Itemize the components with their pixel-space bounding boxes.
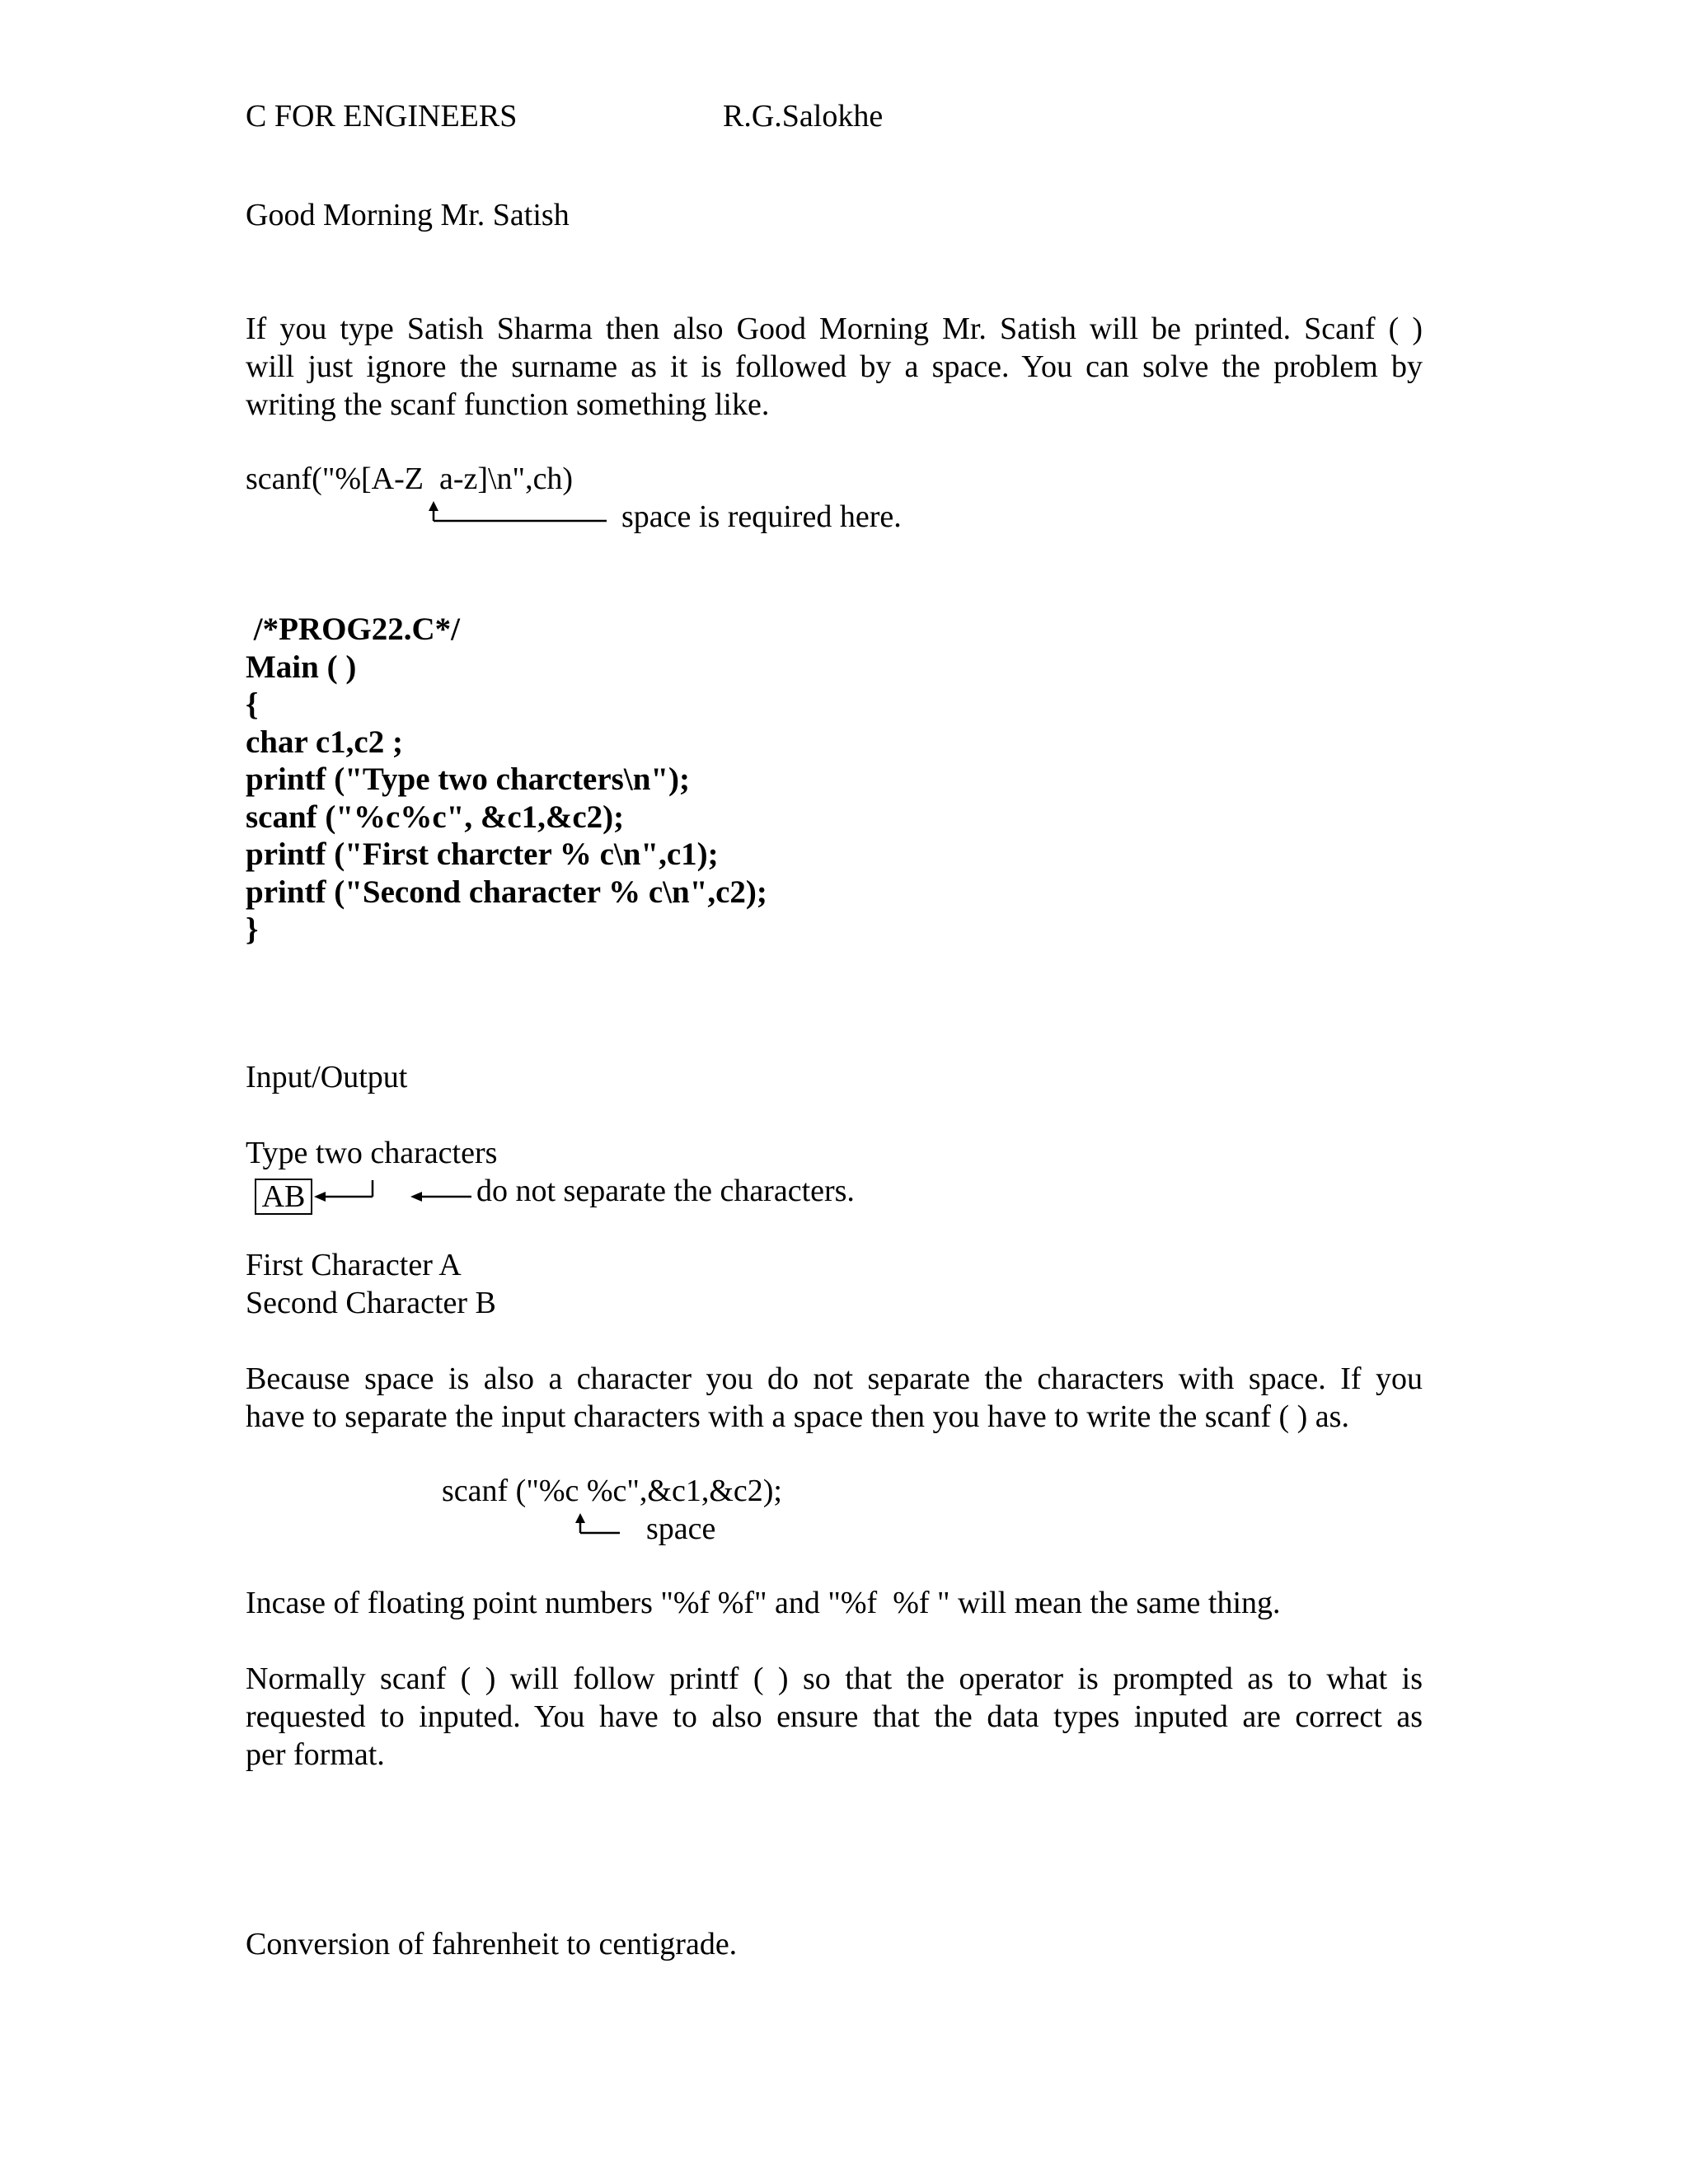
code-line: printf ("Type two charcters\n"); xyxy=(246,762,691,797)
code-line: char c1,c2 ; xyxy=(246,724,403,760)
next-section-heading: Conversion of fahrenheit to centigrade. xyxy=(246,1927,738,1961)
scanf-space-code: scanf ("%c %c",&c1,&c2); xyxy=(442,1474,782,1508)
float-note: Incase of floating point numbers "%f %f" and "%f %f " will mean the same thing. xyxy=(246,1586,1281,1620)
enter-key-icon xyxy=(314,1180,373,1202)
paragraph-line: per format. xyxy=(246,1737,385,1772)
code-line: { xyxy=(246,687,259,722)
paragraph-line: If you type Satish Sharma then also Good Morning Mr. Satish will be printed. Scanf ( ) xyxy=(246,312,1423,346)
scanf-space-note: space xyxy=(646,1511,716,1546)
space-pointer-arrow xyxy=(429,501,607,521)
paragraph-line: will just ignore the surname as it is followed by a space. You can solve the problem by xyxy=(246,349,1423,384)
paragraph-line: have to separate the input characters with a space then you have to write the scanf ( ) as. xyxy=(246,1399,1349,1434)
io-input-note: do not separate the characters. xyxy=(476,1174,855,1208)
output-line: Good Morning Mr. Satish xyxy=(246,198,570,232)
code-line: Main ( ) xyxy=(246,649,357,685)
space-marker-arrow xyxy=(575,1513,620,1533)
paragraph-line: Because space is also a character you do not separate the characters with space. If you xyxy=(246,1361,1423,1396)
typed-input-box: AB xyxy=(255,1179,312,1215)
code-line: } xyxy=(246,912,259,947)
scanf-example-note: space is required here. xyxy=(621,499,902,534)
io-heading: Input/Output xyxy=(246,1060,408,1094)
code-line: printf ("Second character % c\n",c2); xyxy=(246,874,767,910)
input-note-arrow xyxy=(410,1192,471,1202)
io-result-second: Second Character B xyxy=(246,1286,496,1320)
io-result-first: First Character A xyxy=(246,1248,462,1282)
paragraph-line: writing the scanf function something like. xyxy=(246,387,770,422)
paragraph-line: Normally scanf ( ) will follow printf ( ) so that the operator is prompted as to what is xyxy=(246,1661,1423,1696)
code-line: printf ("First charcter % c\n",c1); xyxy=(246,837,719,872)
paragraph-line: requested to inputed. You have to also ensure that the data types inputed are correct as xyxy=(246,1699,1423,1734)
code-line: /*PROG22.C*/ xyxy=(246,612,460,647)
author-name: R.G.Salokhe xyxy=(723,99,884,134)
io-prompt: Type two characters xyxy=(246,1136,498,1170)
book-title: C FOR ENGINEERS xyxy=(246,99,518,134)
code-line: scanf ("%c%c", &c1,&c2); xyxy=(246,799,625,835)
scanf-example-code: scanf("%[A-Z a-z]\n",ch) xyxy=(246,462,574,496)
